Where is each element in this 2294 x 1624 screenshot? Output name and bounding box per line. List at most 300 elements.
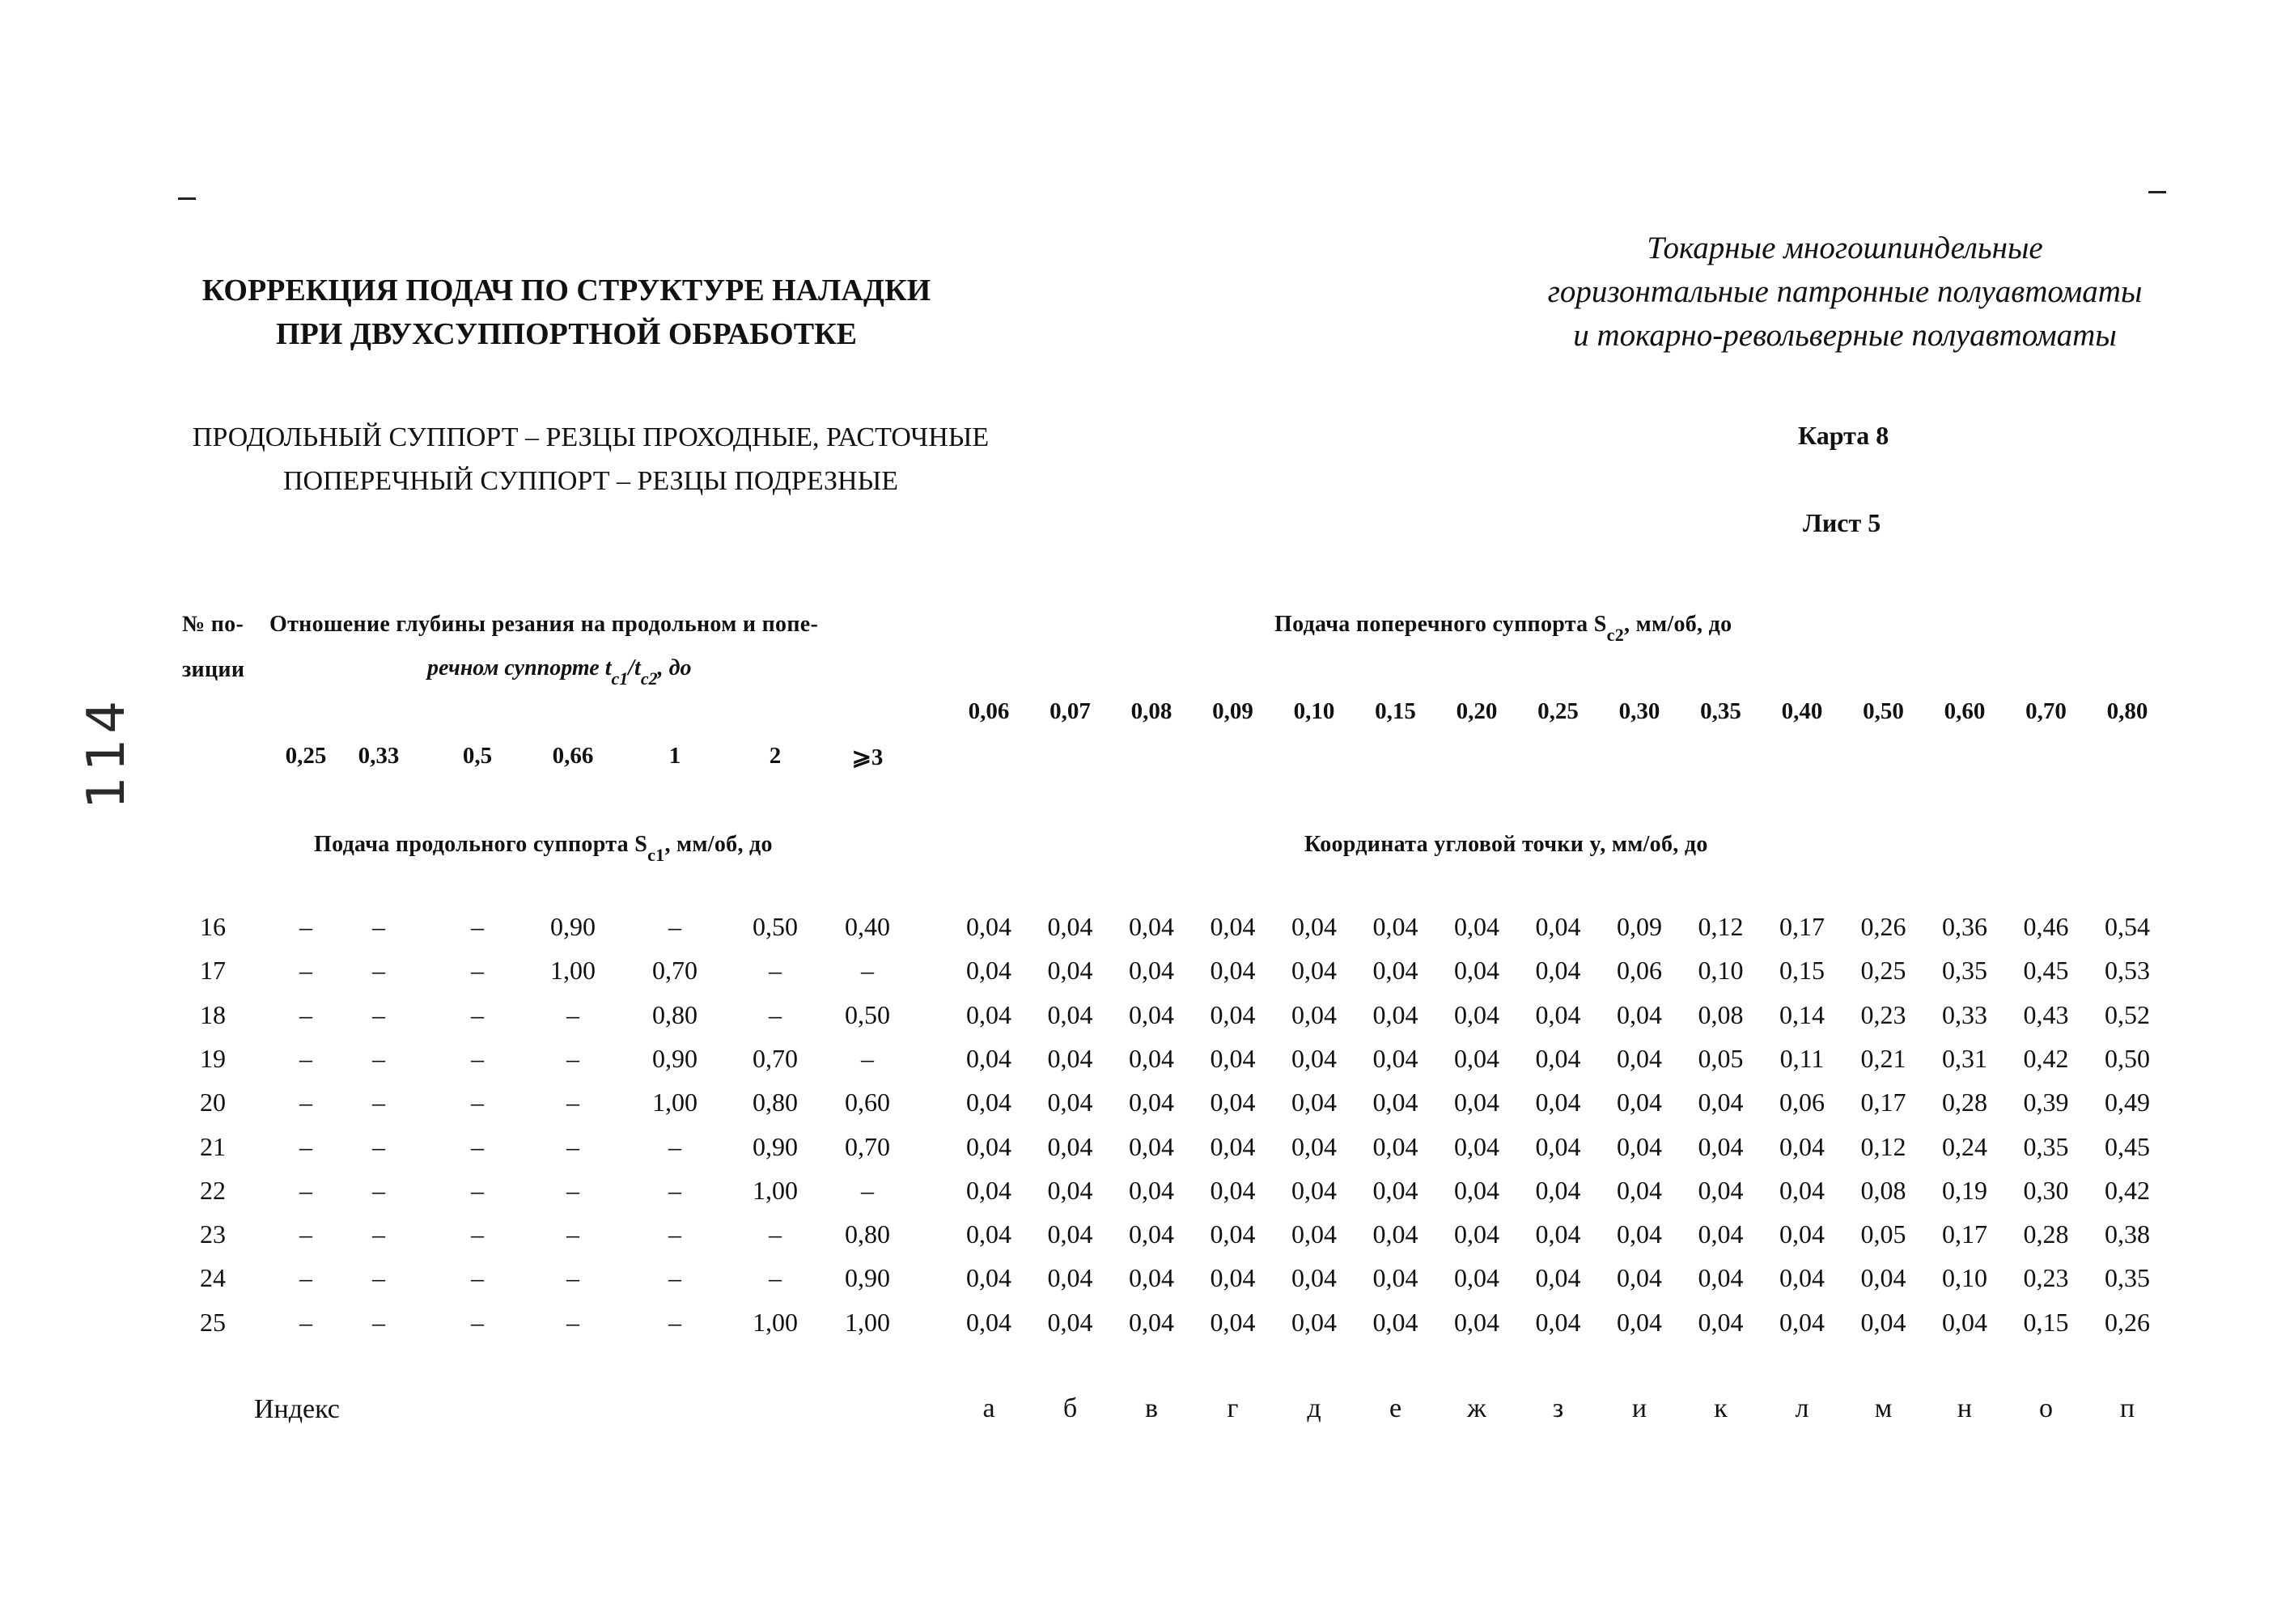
ratio-value-header: 0,33 (358, 743, 400, 769)
feed-cell: 0,70 (845, 1131, 890, 1161)
cross-feed-value-header: 0,70 (2025, 698, 2067, 724)
feed-cell: – (372, 1088, 385, 1117)
feed-cell: – (299, 1219, 312, 1249)
feed-cell: – (299, 999, 312, 1029)
index-label: Индекс (254, 1394, 340, 1424)
feed-cell: 1,00 (753, 1307, 798, 1337)
feed-cell: – (769, 1263, 782, 1293)
coordinate-cell: 0,19 (1942, 1175, 1987, 1205)
cross-feed-value-header: 0,50 (1863, 698, 1904, 724)
coordinate-cell: 0,49 (2105, 1088, 2150, 1117)
cross-feed-value-header: 0,25 (1537, 698, 1579, 724)
coordinate-cell: 0,42 (2023, 1043, 2069, 1073)
feed-cell: – (299, 1131, 312, 1161)
row-position: 23 (200, 1219, 226, 1249)
feed-cell: 0,90 (753, 1131, 798, 1161)
coordinate-cell: 0,04 (1129, 912, 1174, 941)
cross-feed-value-header: 0,35 (1700, 698, 1741, 724)
coordinate-cell: 0,04 (1779, 1219, 1825, 1249)
ratio-value-header: 1 (668, 743, 681, 769)
coordinate-cell: 0,04 (1535, 999, 1581, 1029)
coordinate-cell: 0,24 (1942, 1131, 1987, 1161)
coordinate-cell: 0,06 (1779, 1088, 1825, 1117)
coordinate-cell: 0,04 (1535, 1043, 1581, 1073)
coordinate-cell: 0,04 (1047, 1307, 1093, 1337)
coordinate-cell: 0,04 (1779, 1131, 1825, 1161)
feed-cell: 1,00 (753, 1175, 798, 1205)
coordinate-cell: 0,04 (1210, 1131, 1256, 1161)
row-position: 19 (200, 1043, 226, 1073)
coordinate-cell: 0,04 (1291, 1175, 1337, 1205)
cross-feed-value-header: 0,15 (1375, 698, 1416, 724)
ratio-value-header: 0,25 (285, 743, 327, 769)
coordinate-cell: 0,04 (1454, 1043, 1499, 1073)
feed-cell: – (769, 1219, 782, 1249)
coordinate-cell: 0,05 (1698, 1043, 1744, 1073)
coordinate-cell: 0,04 (1779, 1263, 1825, 1293)
feed-cell: – (372, 912, 385, 941)
feed-cell: 0,80 (753, 1088, 798, 1117)
sheet-number: Лист 5 (1803, 508, 1881, 537)
coordinate-cell: 0,04 (1454, 999, 1499, 1029)
coordinate-cell: 0,53 (2105, 956, 2150, 986)
index-letter: а (982, 1393, 995, 1423)
cross-feed-value-header: 0,80 (2106, 698, 2148, 724)
coordinate-cell: 0,08 (1860, 1175, 1906, 1205)
coordinate-cell: 0,04 (1129, 1307, 1174, 1337)
cross-feed-value-header: 0,08 (1130, 698, 1172, 724)
coordinate-cell: 0,04 (1129, 1043, 1174, 1073)
coordinate-cell: 0,04 (1372, 1088, 1418, 1117)
coordinate-cell: 0,46 (2023, 912, 2069, 941)
ratio-header-line-2 (427, 655, 692, 689)
feed-cell: – (299, 912, 312, 941)
coordinate-cell: 0,04 (1372, 1307, 1418, 1337)
coordinate-cell: 0,04 (1372, 1219, 1418, 1249)
feed-cell: – (566, 1219, 579, 1249)
coordinate-cell: 0,04 (1372, 1131, 1418, 1161)
coordinate-cell: 0,35 (1942, 956, 1987, 986)
coordinate-cell: 0,43 (2023, 999, 2069, 1029)
feed-cell: – (372, 956, 385, 986)
feed-cell: – (372, 1043, 385, 1073)
coordinate-cell: 0,04 (1698, 1175, 1744, 1205)
coordinate-cell: 0,35 (2105, 1263, 2150, 1293)
coordinate-cell: 0,04 (1210, 1307, 1256, 1337)
coordinate-cell: 0,23 (1860, 999, 1906, 1029)
feed-cell: – (769, 956, 782, 986)
index-letter: о (2039, 1393, 2053, 1423)
coordinate-cell: 0,04 (1129, 1263, 1174, 1293)
coordinate-cell: 0,21 (1860, 1043, 1906, 1073)
ratio-header-text: речном суппорте t (427, 655, 612, 681)
feed-cell: – (566, 999, 579, 1029)
coordinate-cell: 0,04 (1210, 1263, 1256, 1293)
coordinate-cell: 0,04 (966, 1043, 1011, 1073)
coordinate-cell: 0,04 (1291, 1131, 1337, 1161)
coordinate-cell: 0,04 (1535, 912, 1581, 941)
feed-cell: 0,90 (652, 1043, 698, 1073)
coordinate-cell: 0,04 (1047, 912, 1093, 941)
coordinate-cell: 0,38 (2105, 1219, 2150, 1249)
coordinate-cell: 0,11 (1779, 1043, 1825, 1073)
coordinate-cell: 0,14 (1779, 999, 1825, 1029)
feed-cell: – (668, 1219, 681, 1249)
row-position: 20 (200, 1088, 226, 1117)
coordinate-cell: 0,04 (1617, 1043, 1662, 1073)
feed-cell: – (668, 1131, 681, 1161)
feed-cell: – (471, 1219, 484, 1249)
ratio-value-header: ⩾3 (851, 744, 884, 770)
feed-cell: 0,60 (845, 1088, 890, 1117)
long-feed-suffix: , мм/об, до (664, 832, 773, 857)
feed-cell: – (471, 1043, 484, 1073)
coordinate-cell: 0,35 (2023, 1131, 2069, 1161)
coordinate-cell: 0,04 (1535, 1088, 1581, 1117)
support-description (162, 416, 1020, 503)
cross-feed-value-header: 0,07 (1049, 698, 1091, 724)
coordinate-cell: 0,04 (1535, 1131, 1581, 1161)
coordinate-cell: 0,04 (1210, 912, 1256, 941)
ratio-subscript-c2: c2 (640, 668, 658, 689)
row-position: 22 (200, 1175, 226, 1205)
coordinate-cell: 0,33 (1942, 999, 1987, 1029)
feed-cell: – (861, 956, 874, 986)
coordinate-cell: 0,04 (1454, 1219, 1499, 1249)
coordinate-cell: 0,09 (1617, 912, 1662, 941)
feed-cell: – (372, 1307, 385, 1337)
coordinate-cell: 0,30 (2023, 1175, 2069, 1205)
feed-cell: – (299, 1088, 312, 1117)
coordinate-cell: 0,36 (1942, 912, 1987, 941)
feed-cell: – (299, 1307, 312, 1337)
feed-cell: – (372, 1263, 385, 1293)
coordinate-cell: 0,04 (966, 999, 1011, 1029)
feed-cell: 0,70 (652, 956, 698, 986)
feed-cell: – (861, 1043, 874, 1073)
coordinate-cell: 0,04 (966, 956, 1011, 986)
coordinate-cell: 0,04 (1617, 1219, 1662, 1249)
coordinate-cell: 0,04 (1129, 1088, 1174, 1117)
coordinate-cell: 0,04 (1372, 956, 1418, 986)
feed-cell: 0,70 (753, 1043, 798, 1073)
ratio-header-line-1: Отношение глубины резания на продольном и попе- (269, 612, 819, 637)
coordinate-cell: 0,04 (1372, 999, 1418, 1029)
coordinate-cell: 0,04 (1210, 1043, 1256, 1073)
coordinate-cell: 0,04 (966, 912, 1011, 941)
support-line-2: ПОПЕРЕЧНЫЙ СУППОРТ – РЕЗЦЫ ПОДРЕЗНЫЕ (282, 466, 899, 496)
feed-cell: 0,80 (652, 999, 698, 1029)
coordinate-cell: 0,17 (1860, 1088, 1906, 1117)
coordinate-cell: 0,04 (1291, 1088, 1337, 1117)
index-letter: п (2119, 1393, 2135, 1423)
coordinate-cell: 0,04 (966, 1131, 1011, 1161)
coordinate-cell: 0,04 (1779, 1175, 1825, 1205)
coordinate-cell: 0,04 (1291, 912, 1337, 941)
coordinate-cell: 0,04 (1291, 1263, 1337, 1293)
coordinate-cell: 0,04 (1047, 1088, 1093, 1117)
index-letter: и (1631, 1393, 1647, 1423)
ratio-header-suffix: , до (657, 655, 692, 681)
coordinate-cell: 0,39 (2023, 1088, 2069, 1117)
cross-feed-value-header: 0,09 (1212, 698, 1253, 724)
coordinate-cell: 0,28 (2023, 1219, 2069, 1249)
ratio-value-header: 2 (769, 743, 782, 769)
feed-cell: – (471, 1175, 484, 1205)
coordinate-cell: 0,04 (1454, 1175, 1499, 1205)
row-position: 24 (200, 1263, 226, 1293)
coordinate-cell: 0,28 (1942, 1088, 1987, 1117)
corner-mark-right (2148, 191, 2166, 193)
coordinate-cell: 0,26 (2105, 1307, 2150, 1337)
corner-mark-left (178, 197, 196, 200)
feed-cell: – (566, 1088, 579, 1117)
coordinate-cell: 0,04 (966, 1219, 1011, 1249)
index-letter: з (1552, 1393, 1564, 1423)
feed-cell: – (471, 912, 484, 941)
coordinate-cell: 0,04 (1210, 1175, 1256, 1205)
coordinate-cell: 0,54 (2105, 912, 2150, 941)
coordinate-cell: 0,04 (1617, 999, 1662, 1029)
coordinate-cell: 0,12 (1860, 1131, 1906, 1161)
coordinate-cell: 0,04 (1617, 1131, 1662, 1161)
feed-cell: – (299, 1043, 312, 1073)
feed-cell: – (372, 1219, 385, 1249)
feed-cell: – (471, 956, 484, 986)
feed-cell: 0,50 (753, 912, 798, 941)
coordinate-cell: 0,12 (1698, 912, 1744, 941)
cross-feed-value-header: 0,20 (1456, 698, 1498, 724)
coordinate-cell: 0,17 (1942, 1219, 1987, 1249)
feed-cell: – (566, 1131, 579, 1161)
coordinate-cell: 0,26 (1860, 912, 1906, 941)
cross-feed-value-header: 0,60 (1944, 698, 1986, 724)
feed-cell: – (372, 1175, 385, 1205)
coordinate-cell: 0,04 (1210, 999, 1256, 1029)
feed-cell: 0,80 (845, 1219, 890, 1249)
coordinate-cell: 0,04 (1454, 912, 1499, 941)
index-letter: ж (1467, 1393, 1486, 1423)
feed-cell: – (769, 999, 782, 1029)
long-feed-text: Подача продольного суппорта S (314, 832, 648, 857)
feed-cell: 0,90 (550, 912, 596, 941)
coordinate-cell: 0,45 (2023, 956, 2069, 986)
cross-feed-suffix: , мм/об, до (1624, 612, 1732, 637)
coordinate-cell: 0,10 (1942, 1263, 1987, 1293)
coordinate-cell: 0,04 (1047, 1263, 1093, 1293)
coordinate-cell: 0,04 (1291, 1219, 1337, 1249)
coordinate-cell: 0,04 (1698, 1219, 1744, 1249)
coordinate-cell: 0,04 (1535, 1307, 1581, 1337)
support-line-1: ПРОДОЛЬНЫЙ СУППОРТ – РЕЗЦЫ ПРОХОДНЫЕ, РАСТОЧНЫЕ (192, 422, 990, 452)
cross-feed-value-header: 0,10 (1293, 698, 1335, 724)
coordinate-cell: 0,15 (1779, 956, 1825, 986)
index-letter: г (1227, 1393, 1239, 1423)
coordinate-cell: 0,04 (1129, 1175, 1174, 1205)
feed-cell: – (566, 1175, 579, 1205)
row-position: 21 (200, 1131, 226, 1161)
coordinate-cell: 0,15 (2023, 1307, 2069, 1337)
coordinate-cell: 0,04 (1454, 956, 1499, 986)
coordinate-header: Координата угловой точки y, мм/об, до (1304, 832, 1708, 857)
coordinate-cell: 0,04 (1047, 1043, 1093, 1073)
long-feed-subscript: c1 (647, 845, 665, 865)
coordinate-cell: 0,04 (1617, 1307, 1662, 1337)
coordinate-cell: 0,42 (2105, 1175, 2150, 1205)
machine-line-1: Токарные многошпиндельные (1647, 231, 2043, 265)
index-letter: к (1714, 1393, 1728, 1423)
feed-cell: – (372, 999, 385, 1029)
feed-cell: – (299, 956, 312, 986)
coordinate-cell: 0,04 (1535, 1219, 1581, 1249)
coordinate-cell: 0,04 (1372, 1263, 1418, 1293)
long-feed-header (314, 832, 773, 865)
coordinate-cell: 0,04 (1454, 1131, 1499, 1161)
coordinate-cell: 0,04 (1372, 1043, 1418, 1073)
feed-cell: – (471, 1307, 484, 1337)
index-letter: д (1307, 1393, 1321, 1423)
coordinate-cell: 0,04 (1047, 1131, 1093, 1161)
machine-type-heading (1489, 227, 2201, 358)
feed-cell: – (471, 1131, 484, 1161)
cross-feed-header (1274, 612, 1732, 645)
coordinate-cell: 0,04 (1535, 1263, 1581, 1293)
coordinate-cell: 0,04 (1210, 956, 1256, 986)
feed-cell: – (668, 1175, 681, 1205)
coordinate-cell: 0,04 (1698, 1088, 1744, 1117)
ratio-subscript-c1: c1 (611, 668, 629, 689)
position-label-2: зиции (182, 657, 245, 682)
coordinate-cell: 0,04 (966, 1307, 1011, 1337)
feed-cell: – (372, 1131, 385, 1161)
coordinate-cell: 0,04 (1129, 1219, 1174, 1249)
feed-cell: 1,00 (550, 956, 596, 986)
feed-cell: 0,90 (845, 1263, 890, 1293)
cross-feed-text: Подача поперечного суппорта S (1274, 612, 1607, 637)
coordinate-cell: 0,04 (1129, 1131, 1174, 1161)
machine-line-2: горизонтальные патронные полуавтоматы (1547, 274, 2143, 309)
coordinate-cell: 0,50 (2105, 1043, 2150, 1073)
machine-line-3: и токарно-револьверные полуавтоматы (1573, 318, 2117, 353)
feed-cell: – (566, 1043, 579, 1073)
ratio-slash: /t (628, 655, 641, 681)
coordinate-cell: 0,04 (966, 1263, 1011, 1293)
row-position: 17 (200, 956, 226, 986)
coordinate-cell: 0,04 (1454, 1307, 1499, 1337)
feed-cell: – (566, 1307, 579, 1337)
cross-feed-subscript: c2 (1606, 625, 1625, 645)
coordinate-cell: 0,04 (1291, 999, 1337, 1029)
index-letter: е (1389, 1393, 1402, 1423)
feed-cell: 1,00 (652, 1088, 698, 1117)
row-position: 16 (200, 912, 226, 941)
feed-cell: – (861, 1175, 874, 1205)
coordinate-cell: 0,52 (2105, 999, 2150, 1029)
coordinate-cell: 0,04 (1291, 1043, 1337, 1073)
coordinate-cell: 0,04 (966, 1175, 1011, 1205)
coordinate-cell: 0,04 (1047, 1219, 1093, 1249)
coordinate-cell: 0,04 (1698, 1131, 1744, 1161)
coordinate-cell: 0,04 (1617, 1263, 1662, 1293)
feed-cell: – (471, 999, 484, 1029)
coordinate-cell: 0,04 (1291, 956, 1337, 986)
coordinate-cell: 0,04 (1291, 1307, 1337, 1337)
index-letter: в (1144, 1393, 1159, 1423)
coordinate-cell: 0,04 (1210, 1088, 1256, 1117)
cross-feed-value-header: 0,30 (1618, 698, 1660, 724)
coordinate-cell: 0,05 (1860, 1219, 1906, 1249)
coordinate-cell: 0,23 (2023, 1263, 2069, 1293)
title-line-1: КОРРЕКЦИЯ ПОДАЧ ПО СТРУКТУРЕ НАЛАДКИ (201, 273, 931, 307)
feed-cell: – (299, 1263, 312, 1293)
coordinate-cell: 0,08 (1698, 999, 1744, 1029)
coordinate-cell: 0,04 (1860, 1263, 1906, 1293)
feed-cell: – (668, 1307, 681, 1337)
index-letter: л (1795, 1393, 1809, 1423)
feed-cell: – (471, 1088, 484, 1117)
coordinate-cell: 0,04 (1047, 999, 1093, 1029)
handwritten-page-number: 114 (77, 695, 137, 809)
row-position: 18 (200, 999, 226, 1029)
coordinate-cell: 0,04 (1617, 1088, 1662, 1117)
ratio-value-header: 0,5 (462, 743, 493, 769)
coordinate-cell: 0,04 (1535, 1175, 1581, 1205)
cross-feed-value-header: 0,40 (1781, 698, 1823, 724)
coordinate-cell: 0,04 (1860, 1307, 1906, 1337)
feed-cell: – (668, 1263, 681, 1293)
coordinate-cell: 0,04 (1129, 999, 1174, 1029)
coordinate-cell: 0,04 (1372, 1175, 1418, 1205)
coordinate-cell: 0,04 (1372, 912, 1418, 941)
coordinate-cell: 0,04 (1942, 1307, 1987, 1337)
feed-cell: 0,50 (845, 999, 890, 1029)
coordinate-cell: 0,04 (1047, 956, 1093, 986)
row-position: 25 (200, 1307, 226, 1337)
coordinate-cell: 0,17 (1779, 912, 1825, 941)
feed-cell: – (668, 912, 681, 941)
page-title (162, 269, 971, 356)
title-line-2: ПРИ ДВУХСУППОРТНОЙ ОБРАБОТКЕ (276, 317, 857, 351)
feed-cell: 1,00 (845, 1307, 890, 1337)
coordinate-cell: 0,04 (966, 1088, 1011, 1117)
cross-feed-value-header: 0,06 (968, 698, 1010, 724)
feed-cell: – (471, 1263, 484, 1293)
coordinate-cell: 0,04 (1698, 1263, 1744, 1293)
position-label-1: № по- (182, 612, 244, 637)
coordinate-cell: 0,31 (1942, 1043, 1987, 1073)
card-number: Карта 8 (1798, 421, 1889, 450)
coordinate-cell: 0,45 (2105, 1131, 2150, 1161)
coordinate-cell: 0,04 (1617, 1175, 1662, 1205)
coordinate-cell: 0,04 (1454, 1088, 1499, 1117)
coordinate-cell: 0,04 (1210, 1219, 1256, 1249)
coordinate-cell: 0,04 (1535, 956, 1581, 986)
feed-cell: – (566, 1263, 579, 1293)
coordinate-cell: 0,04 (1779, 1307, 1825, 1337)
index-letter: н (1957, 1393, 1973, 1423)
coordinate-cell: 0,25 (1860, 956, 1906, 986)
coordinate-cell: 0,04 (1047, 1175, 1093, 1205)
index-letter: м (1874, 1393, 1893, 1423)
coordinate-cell: 0,04 (1698, 1307, 1744, 1337)
feed-cell: 0,40 (845, 912, 890, 941)
coordinate-cell: 0,04 (1129, 956, 1174, 986)
coordinate-cell: 0,04 (1454, 1263, 1499, 1293)
feed-cell: – (299, 1175, 312, 1205)
ratio-value-header: 0,66 (552, 743, 594, 769)
index-letter: б (1062, 1393, 1078, 1423)
coordinate-cell: 0,06 (1617, 956, 1662, 986)
